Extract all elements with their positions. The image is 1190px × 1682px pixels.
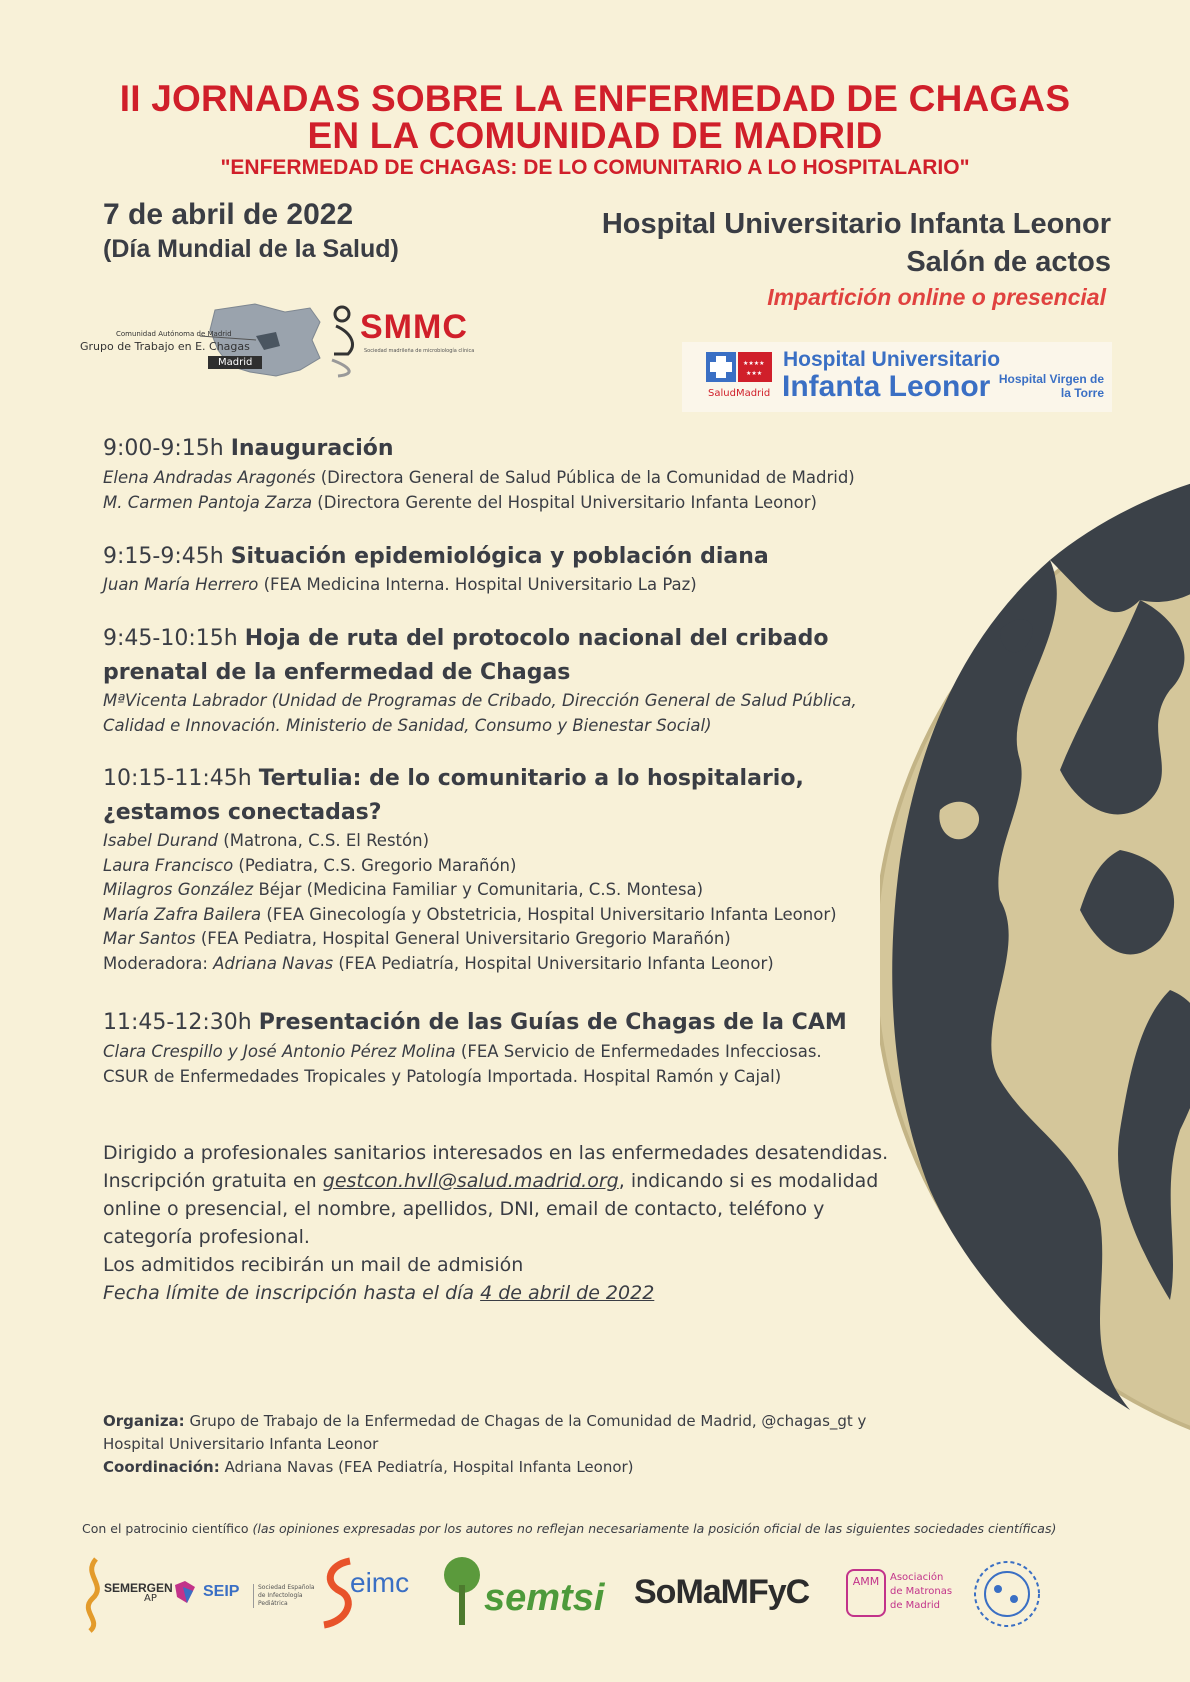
info-admission: Los admitidos recibirán un mail de admisión — [103, 1254, 524, 1276]
session-5-heading — [103, 1006, 847, 1040]
speaker-role: (Directora Gerente del Hospital Universitario Infanta Leonor) — [312, 493, 817, 512]
session-4-heading — [103, 762, 804, 796]
session-3-title-a: Hoja de ruta del protocolo nacional del cribado — [244, 626, 829, 651]
coordination-line — [103, 1456, 634, 1479]
matronas-name: Asociación de Matronas de Madrid — [890, 1572, 953, 1611]
hospital-virgen-label: Hospital Virgen de la Torre — [998, 372, 1104, 400]
session-1-heading — [103, 432, 394, 466]
globe-illustration — [880, 430, 1190, 1490]
session-5-title: Presentación de las Guías de Chagas de la CAM — [258, 1010, 847, 1035]
coordination-label: Coordinación: — [103, 1458, 220, 1476]
speaker-role: (FEA Pediatra, Hospital General Universitario Gregorio Marañón) — [195, 929, 731, 948]
session-4-heading-cont — [103, 796, 382, 830]
info-registration — [103, 1167, 878, 1195]
info-registration-cont-2: categoría profesional. — [103, 1226, 310, 1248]
matronas-logo — [846, 1555, 958, 1635]
session-4-title-a: Tertulia: de lo comunitario a lo hospitalario, — [258, 766, 804, 791]
speaker-name: Elena Andradas Aragonés — [103, 468, 316, 487]
speaker-role: (Matrona, C.S. El Restón) — [218, 831, 430, 850]
session-5-time: 11:45-12:30h — [103, 1010, 252, 1035]
speaker-name: Isabel Durand — [103, 831, 219, 850]
semergen-ap: AP — [144, 1593, 157, 1604]
moderator-label: Moderadora: — [103, 954, 214, 973]
speaker-name: M. Carmen Pantoja Zarza — [103, 493, 313, 512]
semergen-logo — [78, 1555, 173, 1635]
somamfyc-name: SoMaMFyC — [634, 1573, 810, 1611]
hospital-logo-line1: Hospital Universitario — [783, 348, 1001, 371]
hospital-logo — [682, 342, 1112, 412]
society-emblem-logo — [968, 1555, 1048, 1635]
somamfyc-logo — [634, 1555, 834, 1635]
madrid-group-label: Grupo de Trabajo en E. Chagas — [80, 340, 250, 353]
session-4-speaker-1 — [103, 829, 429, 854]
speaker-role: Béjar (Medicina Familiar y Comunitaria, C.S. Montesa) — [253, 880, 704, 899]
session-4-moderator — [103, 952, 774, 977]
organizer-text: Grupo de Trabajo de la Enfermedad de Chagas de la Comunidad de Madrid, @chagas_gt y — [184, 1412, 867, 1430]
session-3-heading-cont — [103, 656, 570, 690]
session-3-speaker-2 — [103, 714, 712, 739]
session-4-speaker-3 — [103, 878, 703, 903]
madrid-map-tag: Madrid — [208, 356, 262, 369]
seip-emblem-icon — [173, 1579, 197, 1609]
semergen-name: SEMERGEN — [104, 1581, 173, 1595]
session-2-speaker-1 — [103, 573, 697, 598]
event-mode: Impartición online o presencial — [767, 284, 1106, 310]
speaker-line: MªVicenta Labrador (Unidad de Programas de Cribado, Dirección General de Salud Pública, — [103, 691, 857, 710]
deadline-date: 4 de abril de 2022 — [480, 1282, 655, 1304]
speaker-role: (FEA Medicina Interna. Hospital Universitario La Paz) — [258, 575, 697, 594]
speaker-name: Clara Crespillo y José Antonio Pérez Molina — [103, 1042, 456, 1061]
speaker-role: (Pediatra, C.S. Gregorio Marañón) — [233, 856, 517, 875]
session-3-title-b: prenatal de la enfermedad de Chagas — [103, 660, 571, 685]
session-3-time: 9:45-10:15h — [103, 626, 238, 651]
registration-tail: , indicando si es modalidad — [618, 1170, 879, 1192]
chagas-group-logo — [80, 300, 330, 380]
registration-lead: Inscripción gratuita en — [103, 1170, 323, 1192]
sponsorship-lead: Con el patrocinio científico — [82, 1521, 253, 1536]
salud-madrid-label: SaludMadrid — [708, 388, 771, 399]
circle-emblem-icon — [968, 1559, 1046, 1629]
session-1-speaker-1 — [103, 466, 855, 491]
title-line-2: EN LA COMUNIDAD DE MADRID — [307, 115, 883, 156]
organizer-line-2: Hospital Universitario Infanta Leonor — [103, 1435, 379, 1453]
session-4-time: 10:15-11:45h — [103, 766, 252, 791]
event-day-note: (Día Mundial de la Salud) — [103, 235, 399, 263]
title-line-1: II JORNADAS SOBRE LA ENFERMEDAD DE CHAGAS — [119, 78, 1071, 119]
session-4-speaker-5 — [103, 927, 731, 952]
smmc-subtitle: Sociedad madrileña de microbiología clínica — [364, 348, 475, 354]
session-4-speaker-2 — [103, 854, 516, 879]
subtitle: "ENFERMEDAD DE CHAGAS: DE LO COMUNITARIO A LO HOSPITALARIO" — [220, 156, 970, 179]
registration-email-link[interactable]: gestcon.hvll@salud.madrid.org — [322, 1170, 619, 1192]
speaker-role: (FEA Pediatría, Hospital Universitario Infanta Leonor) — [333, 954, 774, 973]
seimc-logo — [318, 1555, 436, 1635]
coordination-text: Adriana Navas (FEA Pediatría, Hospital Infanta Leonor) — [219, 1458, 634, 1476]
session-4-title-b: ¿estamos conectadas? — [103, 800, 382, 825]
speaker-line: CSUR de Enfermedades Tropicales y Patología Importada. Hospital Ramón y Cajal) — [103, 1067, 782, 1086]
session-4-speaker-4 — [103, 903, 837, 928]
session-5-speaker-2 — [103, 1065, 781, 1090]
svg-text:★★★: ★★★ — [746, 370, 763, 377]
madrid-small-label: Comunidad Autónoma de Madrid — [116, 330, 232, 338]
speaker-name: Adriana Navas — [213, 954, 334, 973]
tree-icon — [440, 1555, 486, 1633]
session-2-title: Situación epidemiológica y población diana — [230, 544, 769, 569]
hospital-logo-line2: Infanta Leonor — [782, 370, 991, 403]
session-1-time: 9:00-9:15h — [103, 436, 224, 461]
event-room: Salón de actos — [906, 246, 1111, 278]
session-2-heading — [103, 540, 769, 574]
session-2-time: 9:15-9:45h — [103, 544, 224, 569]
event-venue: Hospital Universitario Infanta Leonor — [601, 208, 1111, 240]
semtsi-logo — [440, 1555, 620, 1635]
speaker-line: Calidad e Innovación. Ministerio de Sanidad, Consumo y Bienestar Social) — [103, 716, 712, 735]
event-date: 7 de abril de 2022 — [103, 198, 354, 231]
organizer-line — [103, 1410, 866, 1433]
amm-emblem: AMM — [846, 1569, 886, 1617]
sponsorship-note — [82, 1521, 1056, 1536]
seip-logo — [173, 1555, 323, 1635]
deadline-lead: Fecha límite de inscripción hasta el día — [103, 1282, 481, 1304]
session-5-speaker-1 — [103, 1040, 822, 1065]
speaker-name: Mar Santos — [103, 929, 196, 948]
info-deadline — [103, 1279, 654, 1307]
speaker-name: Milagros González — [103, 880, 254, 899]
seimc-name: eimc — [350, 1567, 410, 1598]
smmc-name: SMMC — [360, 308, 468, 346]
speaker-role: (FEA Ginecología y Obstetricia, Hospital Universitario Infanta Leonor) — [261, 905, 837, 924]
speaker-name: Laura Francisco — [103, 856, 234, 875]
organizer-label: Organiza: — [103, 1412, 185, 1430]
session-1-speaker-2 — [103, 491, 817, 516]
info-audience: Dirigido a profesionales sanitarios interesados en las enfermedades desatendidas. — [103, 1142, 889, 1164]
speaker-name: María Zafra Bailera — [103, 905, 262, 924]
seip-subtitle: Sociedad Española de Infectología Pediátrica — [253, 1584, 323, 1608]
session-3-speaker-1 — [103, 689, 857, 714]
speaker-name: Juan María Herrero — [103, 575, 259, 594]
svg-text:★★★★: ★★★★ — [743, 360, 765, 367]
sponsorship-disclaimer: (las opiniones expresadas por los autores no reflejan necesariamente la posición oficial de las siguientes sociedades científicas) — [252, 1521, 1057, 1536]
smmc-logo — [328, 300, 478, 380]
info-registration-cont: online o presencial, el nombre, apellidos, DNI, email de contacto, teléfono y — [103, 1198, 825, 1220]
session-1-title: Inauguración — [230, 436, 394, 461]
speaker-role: (Directora General de Salud Pública de la Comunidad de Madrid) — [315, 468, 855, 487]
speaker-role: (FEA Servicio de Enfermedades Infecciosas. — [455, 1042, 822, 1061]
seip-name: SEIP — [203, 1583, 240, 1600]
semtsi-name: semtsi — [484, 1577, 605, 1619]
salud-madrid-icon — [706, 352, 776, 392]
session-3-heading — [103, 622, 828, 656]
